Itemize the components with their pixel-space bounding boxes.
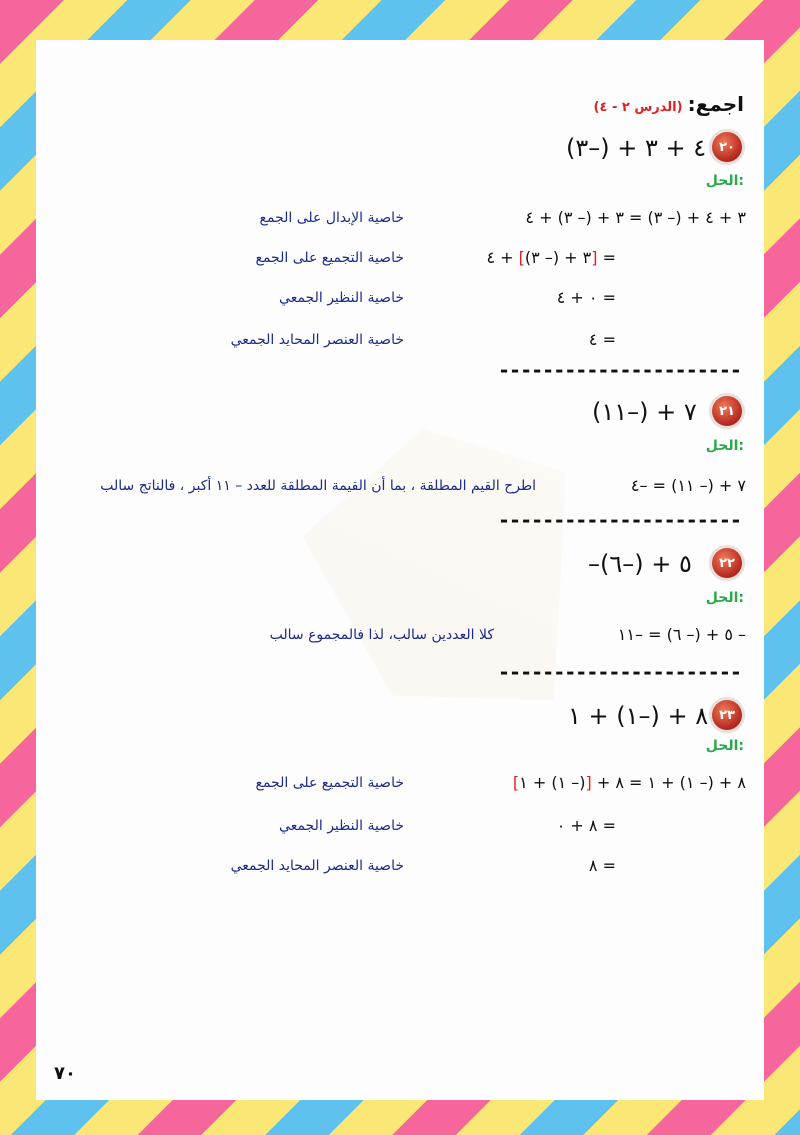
solution-label: الحل:: [705, 438, 744, 454]
problem-expression: (١١–) + ٧: [592, 398, 697, 426]
property-label: خاصية النظير الجمعي: [279, 818, 404, 834]
separator-line: ----------------------: [498, 660, 741, 684]
solution-step-equation: ٣ + ٤ + (– ٣) = ٣ + (– ٣) + ٤: [525, 208, 746, 227]
property-label: خاصية النظير الجمعي: [279, 290, 404, 306]
problem-expression: –٥ + (–٦): [588, 550, 692, 578]
problem-number-badge: ٢٣: [712, 700, 742, 730]
solution-step-equation: – ٥ + (– ٦) = –١١: [617, 625, 746, 644]
solution-step-equation: = ٨ + ٠: [556, 816, 616, 835]
lesson-reference: (الدرس ٢ - ٤): [593, 100, 683, 115]
page-sheet: [36, 40, 764, 1100]
property-label: اطرح القيم المطلقة ، بما أن القيمة المطلقة للعدد – ١١ أكبر ، فالناتج سالب: [100, 478, 536, 494]
solution-step-equation: = [٣ + (– ٣)] + ٤: [486, 248, 616, 267]
solution-label: الحل:: [705, 738, 744, 754]
property-label: خاصية الإبدال على الجمع: [259, 210, 404, 226]
solution-step-equation: = ٠ + ٤: [556, 288, 616, 307]
exercise-header: [594, 92, 744, 116]
exercise-title: اجمع:: [687, 92, 744, 116]
solution-step-equation: ٧ + (– ١١) = –٤: [630, 476, 746, 495]
separator-line: ----------------------: [498, 508, 741, 532]
solution-label: الحل:: [705, 590, 744, 606]
property-label: كلا العددين سالب، لذا فالمجموع سالب: [269, 627, 494, 643]
property-label: خاصية العنصر المحايد الجمعي: [230, 332, 404, 348]
problem-expression: (٣–) + ٤ + ٣: [566, 134, 707, 162]
problem-number-badge: ٢٢: [712, 548, 742, 578]
property-label: خاصية التجميع على الجمع: [255, 775, 404, 791]
solution-label: الحل:: [705, 173, 744, 189]
property-label: خاصية التجميع على الجمع: [255, 250, 404, 266]
problem-expression: ٨ + (–١) + ١: [568, 702, 709, 730]
solution-step-equation: ٨ + (– ١) + ١ = ٨ + [(– ١) + ١]: [512, 773, 746, 792]
solution-step-equation: = ٨: [588, 856, 616, 875]
problem-number-badge: ٢٠: [712, 132, 742, 162]
property-label: خاصية العنصر المحايد الجمعي: [230, 858, 404, 874]
page-number: ٧٠: [54, 1063, 76, 1084]
separator-line: ----------------------: [498, 358, 741, 382]
problem-number-badge: ٢١: [712, 396, 742, 426]
solution-step-equation: = ٤: [588, 330, 616, 349]
